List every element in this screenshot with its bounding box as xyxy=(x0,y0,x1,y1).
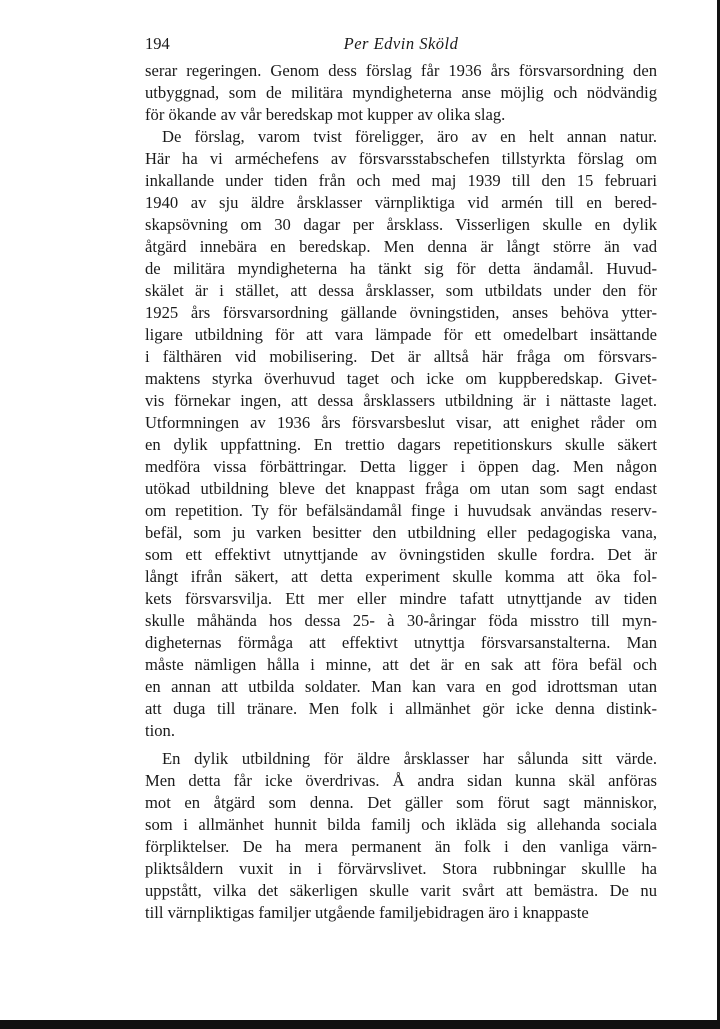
text-line: maktens styrka överhuvud taget och icke om kuppberedskap. Givet- xyxy=(145,369,657,388)
text-line: En dylik utbildning för äldre årsklasser har sålunda sitt värde. xyxy=(162,749,657,768)
text-line: att duga till tränare. Men folk i allmänhet gör icke denna distink- xyxy=(145,699,657,718)
text-line: skulle måhända hos dessa 25- à 30-åringar föda misstro till myn- xyxy=(145,611,657,630)
text-line: skälet är i stället, att dessa årsklasser, som utbildats under den för xyxy=(145,281,657,300)
text-line: vis förnekar ingen, att dessa årsklassers utbildning är i nättaste laget. xyxy=(145,391,657,410)
page-number: 194 xyxy=(145,34,170,53)
text-line: ligare utbildning för att vara lämpade för ett omedelbart insättande xyxy=(145,325,657,344)
text-line: pliktsåldern vuxit in i förvärvslivet. Stora rubbningar skullle ha xyxy=(145,859,657,878)
text-line: skapsövning om 30 dagar per årsklass. Visserligen skulle en dylik xyxy=(145,215,657,234)
text-line: 1940 av sju äldre årsklasser värnpliktiga vid armén till en bered- xyxy=(145,193,657,212)
text-line: om repetition. Ty för befälsändamål finge i huvudsak användas reserv- xyxy=(145,501,657,520)
paragraph xyxy=(145,60,657,126)
text-line: Men detta får icke överdrivas. Å andra sidan kunna skäl anföras xyxy=(145,771,657,790)
text-line: som ett effektivt utnyttjande av övningstiden skulle fordra. Det är xyxy=(145,545,657,564)
text-line: tion. xyxy=(145,721,175,740)
text-line: Här ha vi arméchefens av försvarsstabschefen tillstyrkta förslag om xyxy=(145,149,657,168)
text-line: långt ifrån säkert, att detta experiment skulle komma att öka fol- xyxy=(145,567,657,586)
text-line: måste nämligen hålla i minne, att det är en sak att föra befäl och xyxy=(145,655,657,674)
text-line: uppstått, vilka det säkerligen skulle varit svårt att bemästra. De nu xyxy=(145,881,657,900)
text-line: inkallande under tiden från och med maj 1939 till den 15 februari xyxy=(145,171,657,190)
text-line: serar regeringen. Genom dess förslag får 1936 års försvarsordning den xyxy=(145,61,657,80)
text-line: i fälthären vid mobilisering. Det är alltså här fråga om försvars- xyxy=(145,347,657,366)
text-line: kets försvarsvilja. Ett mer eller mindre tafatt utnyttjande av tiden xyxy=(145,589,657,608)
body-text xyxy=(145,60,657,924)
page-edge-bottom xyxy=(0,1020,720,1029)
text-line: befäl, som ju varken besitter den utbildning eller pedagogiska vana, xyxy=(145,523,657,542)
text-line: de militära myndigheterna ha tänkt sig för detta ändamål. Huvud- xyxy=(145,259,657,278)
text-line: utökad utbildning bleve det knappast fråga om utan som sagt endast xyxy=(145,479,657,498)
text-line: medföra vissa förbättringar. Detta ligger i öppen dag. Men någon xyxy=(145,457,657,476)
text-line: åtgärd innebära en beredskap. Men denna är långt större än vad xyxy=(145,237,657,256)
paragraph xyxy=(145,126,657,742)
text-line: De förslag, varom tvist föreligger, äro av en helt annan natur. xyxy=(162,127,657,146)
text-line: för ökande av vår beredskap mot kupper av olika slag. xyxy=(145,105,506,124)
paragraph xyxy=(145,748,657,924)
text-line: till värnpliktigas familjer utgående familjebidragen äro i knappaste xyxy=(145,903,589,922)
page-header xyxy=(145,34,657,60)
document-page xyxy=(145,34,657,924)
running-head: Per Edvin Sköld xyxy=(343,34,459,53)
text-line: en annan att utbilda soldater. Man kan vara en god idrottsman utan xyxy=(145,677,657,696)
text-line: utbyggnad, som de militära myndigheterna anse möjlig och nödvändig xyxy=(145,83,657,102)
text-line: 1925 års försvarsordning gällande övningstiden, anses behöva ytter- xyxy=(145,303,657,322)
text-line: digheternas förmåga att effektivt utnyttja försvarsanstalterna. Man xyxy=(145,633,657,652)
text-line: Utformningen av 1936 års försvarsbeslut visar, att enighet råder om xyxy=(145,413,657,432)
text-line: som i allmänhet hunnit bilda familj och ikläda sig allehanda sociala xyxy=(145,815,657,834)
text-line: mot en åtgärd som denna. Det gäller som förut sagt människor, xyxy=(145,793,657,812)
text-line: en dylik uppfattning. En trettio dagars repetitionskurs skulle säkert xyxy=(145,435,657,454)
text-line: förpliktelser. De ha mera permanent än folk i den vanliga värn- xyxy=(145,837,657,856)
